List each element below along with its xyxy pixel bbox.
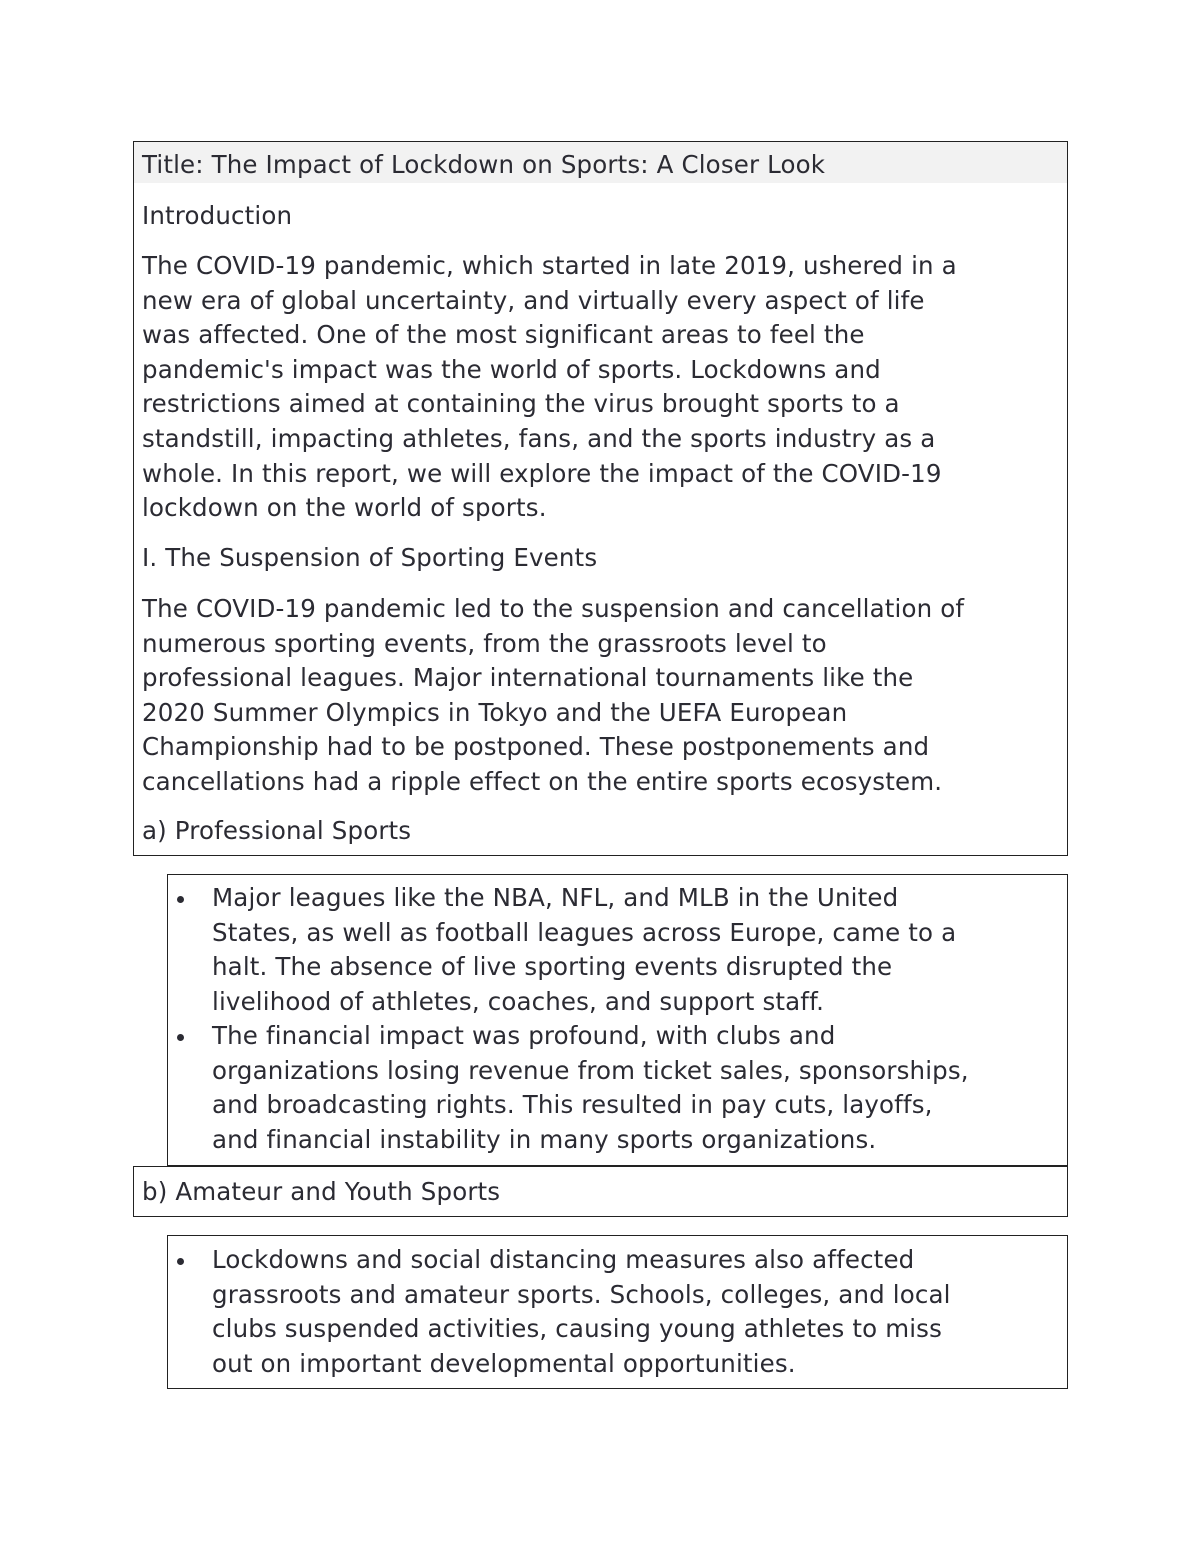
paragraph-line: lockdown on the world of sports. <box>142 493 547 523</box>
subsection-heading: b) Amateur and Youth Sports <box>142 1177 501 1206</box>
list-item-line: halt. The absence of live sporting events disrupted the <box>212 952 893 982</box>
list-item-line: and broadcasting rights. This resulted in pay cuts, layoffs, <box>212 1090 933 1120</box>
paragraph-line: Championship had to be postponed. These postponements and <box>142 732 930 762</box>
paragraph-line: whole. In this report, we will explore the impact of the COVID-19 <box>142 458 942 488</box>
list-item-line: out on important developmental opportunities. <box>212 1348 796 1378</box>
professional-sports-list <box>167 874 1068 1166</box>
list-item-line: grassroots and amateur sports. Schools, colleges, and local <box>212 1279 951 1309</box>
paragraph-line: new era of global uncertainty, and virtually every aspect of life <box>142 285 925 315</box>
paragraph-line: standstill, impacting athletes, fans, and the sports industry as a <box>142 423 936 453</box>
bullet-icon <box>177 896 184 903</box>
amateur-sports-list <box>167 1235 1068 1389</box>
document-title: Title: The Impact of Lockdown on Sports: A Closer Look <box>142 150 826 179</box>
list-item-line: The financial impact was profound, with clubs and <box>212 1021 836 1050</box>
main-text-box <box>133 141 1068 856</box>
list-item-line: organizations losing revenue from ticket sales, sponsorships, <box>212 1055 969 1085</box>
list-item-line: livelihood of athletes, coaches, and support staff. <box>212 986 825 1016</box>
paragraph-line: cancellations had a ripple effect on the entire sports ecosystem. <box>142 766 943 796</box>
paragraph-line: pandemic's impact was the world of sports. Lockdowns and <box>142 354 881 384</box>
list-item <box>212 1243 1057 1381</box>
bullet-icon <box>177 1034 184 1041</box>
paragraph-line: professional leagues. Major international tournaments like the <box>142 663 914 693</box>
introduction-paragraph <box>142 249 957 526</box>
list-item-line: States, as well as football leagues across Europe, came to a <box>212 917 957 947</box>
paragraph-line: was affected. One of the most significant areas to feel the <box>142 320 865 350</box>
paragraph-line: restrictions aimed at containing the virus brought sports to a <box>142 389 900 419</box>
paragraph-line: The COVID-19 pandemic led to the suspension and cancellation of <box>142 594 965 623</box>
introduction-heading: Introduction <box>142 201 293 230</box>
list-item-line: and financial instability in many sports organizations. <box>212 1124 877 1154</box>
paragraph-line: numerous sporting events, from the grassroots level to <box>142 628 827 658</box>
list-item-line: Lockdowns and social distancing measures also affected <box>212 1245 915 1274</box>
section-paragraph <box>142 592 964 800</box>
list-item-line: clubs suspended activities, causing young athletes to miss <box>212 1314 942 1344</box>
paragraph-line: The COVID-19 pandemic, which started in late 2019, ushered in a <box>142 251 957 280</box>
list-item <box>212 881 1057 1019</box>
amateur-heading-box <box>133 1166 1068 1217</box>
bullet-icon <box>177 1258 184 1265</box>
list-item <box>212 1019 1057 1157</box>
paragraph-line: 2020 Summer Olympics in Tokyo and the UEFA European <box>142 697 848 727</box>
section-heading: I. The Suspension of Sporting Events <box>142 543 598 572</box>
subsection-heading: a) Professional Sports <box>142 816 412 845</box>
list-item-line: Major leagues like the NBA, NFL, and MLB in the United <box>212 883 899 912</box>
